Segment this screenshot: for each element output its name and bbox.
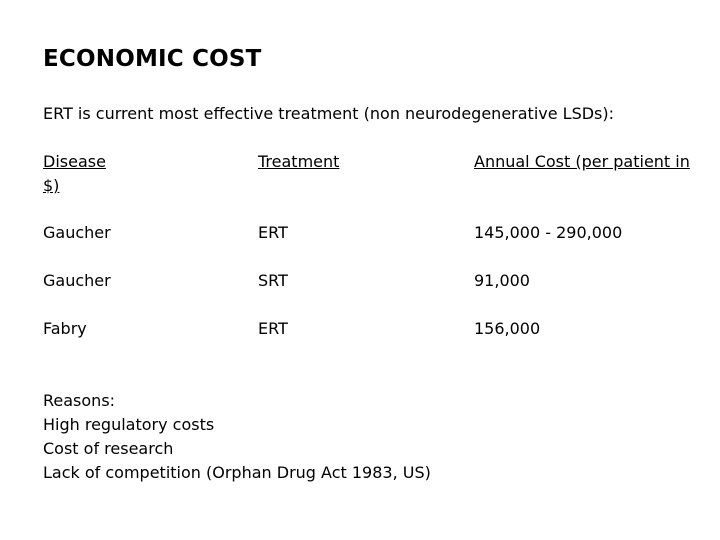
table-row <box>0 317 720 341</box>
header-annual-cost: Annual Cost (per patient in <box>474 152 690 171</box>
reason-item: Cost of research <box>43 439 174 458</box>
cell-treatment: ERT <box>258 223 288 242</box>
page-title: ECONOMIC COST <box>43 46 262 72</box>
subtitle: ERT is current most effective treatment (non neurodegenerative LSDs): <box>43 104 615 123</box>
cell-annual-cost: 156,000 <box>474 319 541 338</box>
header-treatment: Treatment <box>258 152 340 171</box>
reason-item: Lack of competition (Orphan Drug Act 1983, US) <box>43 463 431 482</box>
cell-annual-cost: 91,000 <box>474 271 530 290</box>
cell-treatment: ERT <box>258 319 288 338</box>
reasons-heading: Reasons: <box>43 391 116 410</box>
header-disease: Disease $) <box>43 152 106 195</box>
cell-annual-cost: 145,000 - 290,000 <box>474 223 623 242</box>
cell-disease: Gaucher <box>43 223 111 242</box>
reason-item: High regulatory costs <box>43 415 215 434</box>
table-row <box>0 221 720 245</box>
table-row <box>0 269 720 293</box>
cell-disease: Gaucher <box>43 271 111 290</box>
cell-disease: Fabry <box>43 319 87 338</box>
cell-treatment: SRT <box>258 271 288 290</box>
reasons-block <box>43 389 431 485</box>
